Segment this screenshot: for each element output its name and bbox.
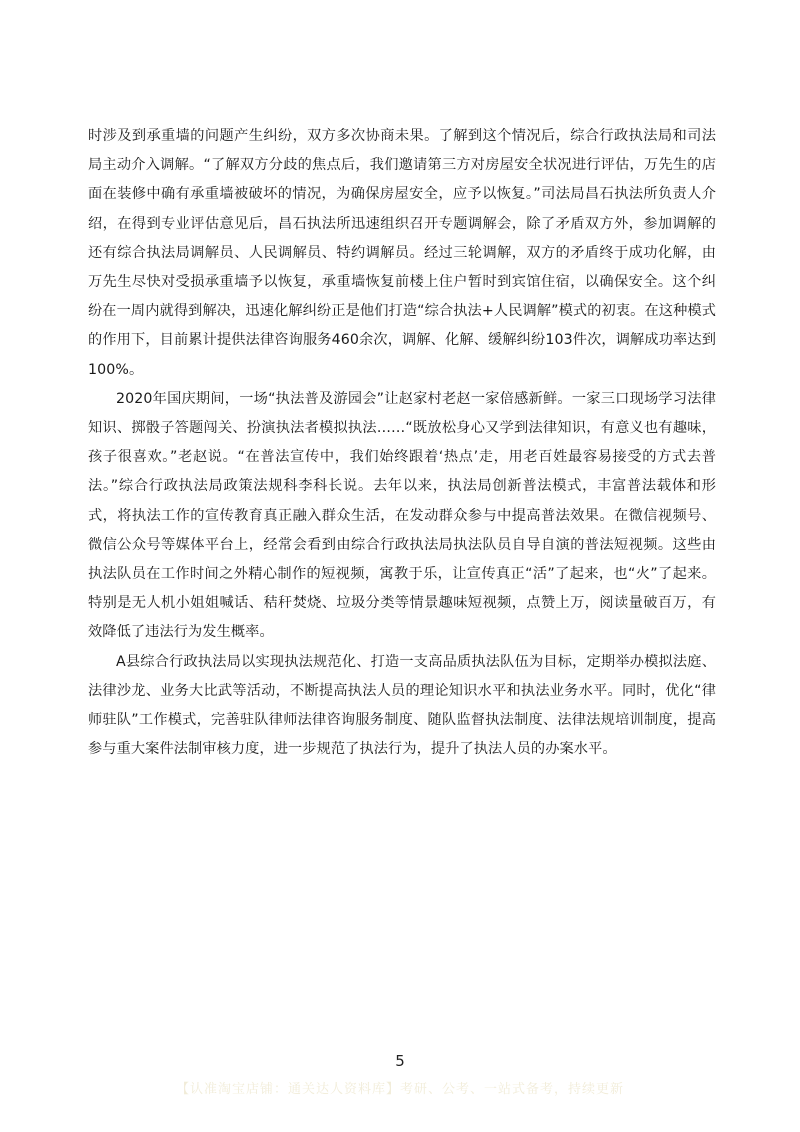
watermark-text: 【认准淘宝店铺：通关达人资料库】考研、公考、一站式备考，持续更新 bbox=[175, 1082, 624, 1097]
page-number: 5 bbox=[395, 1052, 405, 1070]
paragraph-national-day-event: 2020年国庆期间，一场“执法普及游园会”让赵家村老赵一家倍感新鲜。一家三口现场学习法律知识、掷骰子答题闯关、扮演执法者模拟执法……“既放松身心又学到法律知识，有意义也有趣味，孩子很喜欢。”老赵说。“在普法宣传中，我们始终跟着‘热点’走，用老百姓最容易接受的方式去普法。”综合行政执法局政策法规科李科长说。去年以来，执法局创新普法模式，丰富普法载体和形式，将执法工作的宣传教育真正融入群众生活，在发动群众参与中提高普法效果。在微信视频号、微信公众号等媒体平台上，经常会看到由综合行政执法局执法队员自导自演的普法短视频。这些由执法队员在工作时间之外精心制作的短视频，寓教于乐，让宣传真正“活”了起来，也“火”了起来。特别是无人机小姐姐喊话、秸秆焚烧、垃圾分类等情景趣味短视频，点赞上万，阅读量破百万，有效降低了违法行为发生概率。 bbox=[88, 390, 716, 641]
paragraph-continuation: 时涉及到承重墙的问题产生纠纷，双方多次协商未果。了解到这个情况后，综合行政执法局和司法局主动介入调解。“了解双方分歧的焦点后，我们邀请第三方对房屋安全状况进行评估，万先生的店面在装修中确有承重墙被破坏的情况，为确保房屋安全，应予以恢复。”司法局昌石执法所负责人介绍，在得到专业评估意见后，昌石执法所迅速组织召开专题调解会，除了矛盾双方外，参加调解的还有综合执法局调解员、人民调解员、特约调解员。经过三轮调解，双方的矛盾终于成功化解，由万先生尽快对受损承重墙予以恢复，承重墙恢复前楼上住户暂时到宾馆住宿，以确保安全。这个纠纷在一周内就得到解决，迅速化解纠纷正是他们打造“综合执法+人民调解”模式的初衷。在这种模式的作用下，目前累计提供法律咨询服务460余次，调解、化解、缓解纠纷103件次，调解成功率达到100%。 bbox=[88, 128, 716, 378]
paragraph-law-enforcement-standardization: A县综合行政执法局以实现执法规范化、打造一支高品质执法队伍为目标，定期举办模拟法庭、法律沙龙、业务大比武等活动，不断提高执法人员的理论知识水平和执法业务水平。同时，优化“律师驻队”工作模式，完善驻队律师法律咨询服务制度、随队监督执法制度、法律法规培训制度，提高参与重大案件法制审核力度，进一步规范了执法行为，提升了执法人员的办案水平。 bbox=[88, 653, 716, 758]
document-body bbox=[88, 122, 716, 764]
